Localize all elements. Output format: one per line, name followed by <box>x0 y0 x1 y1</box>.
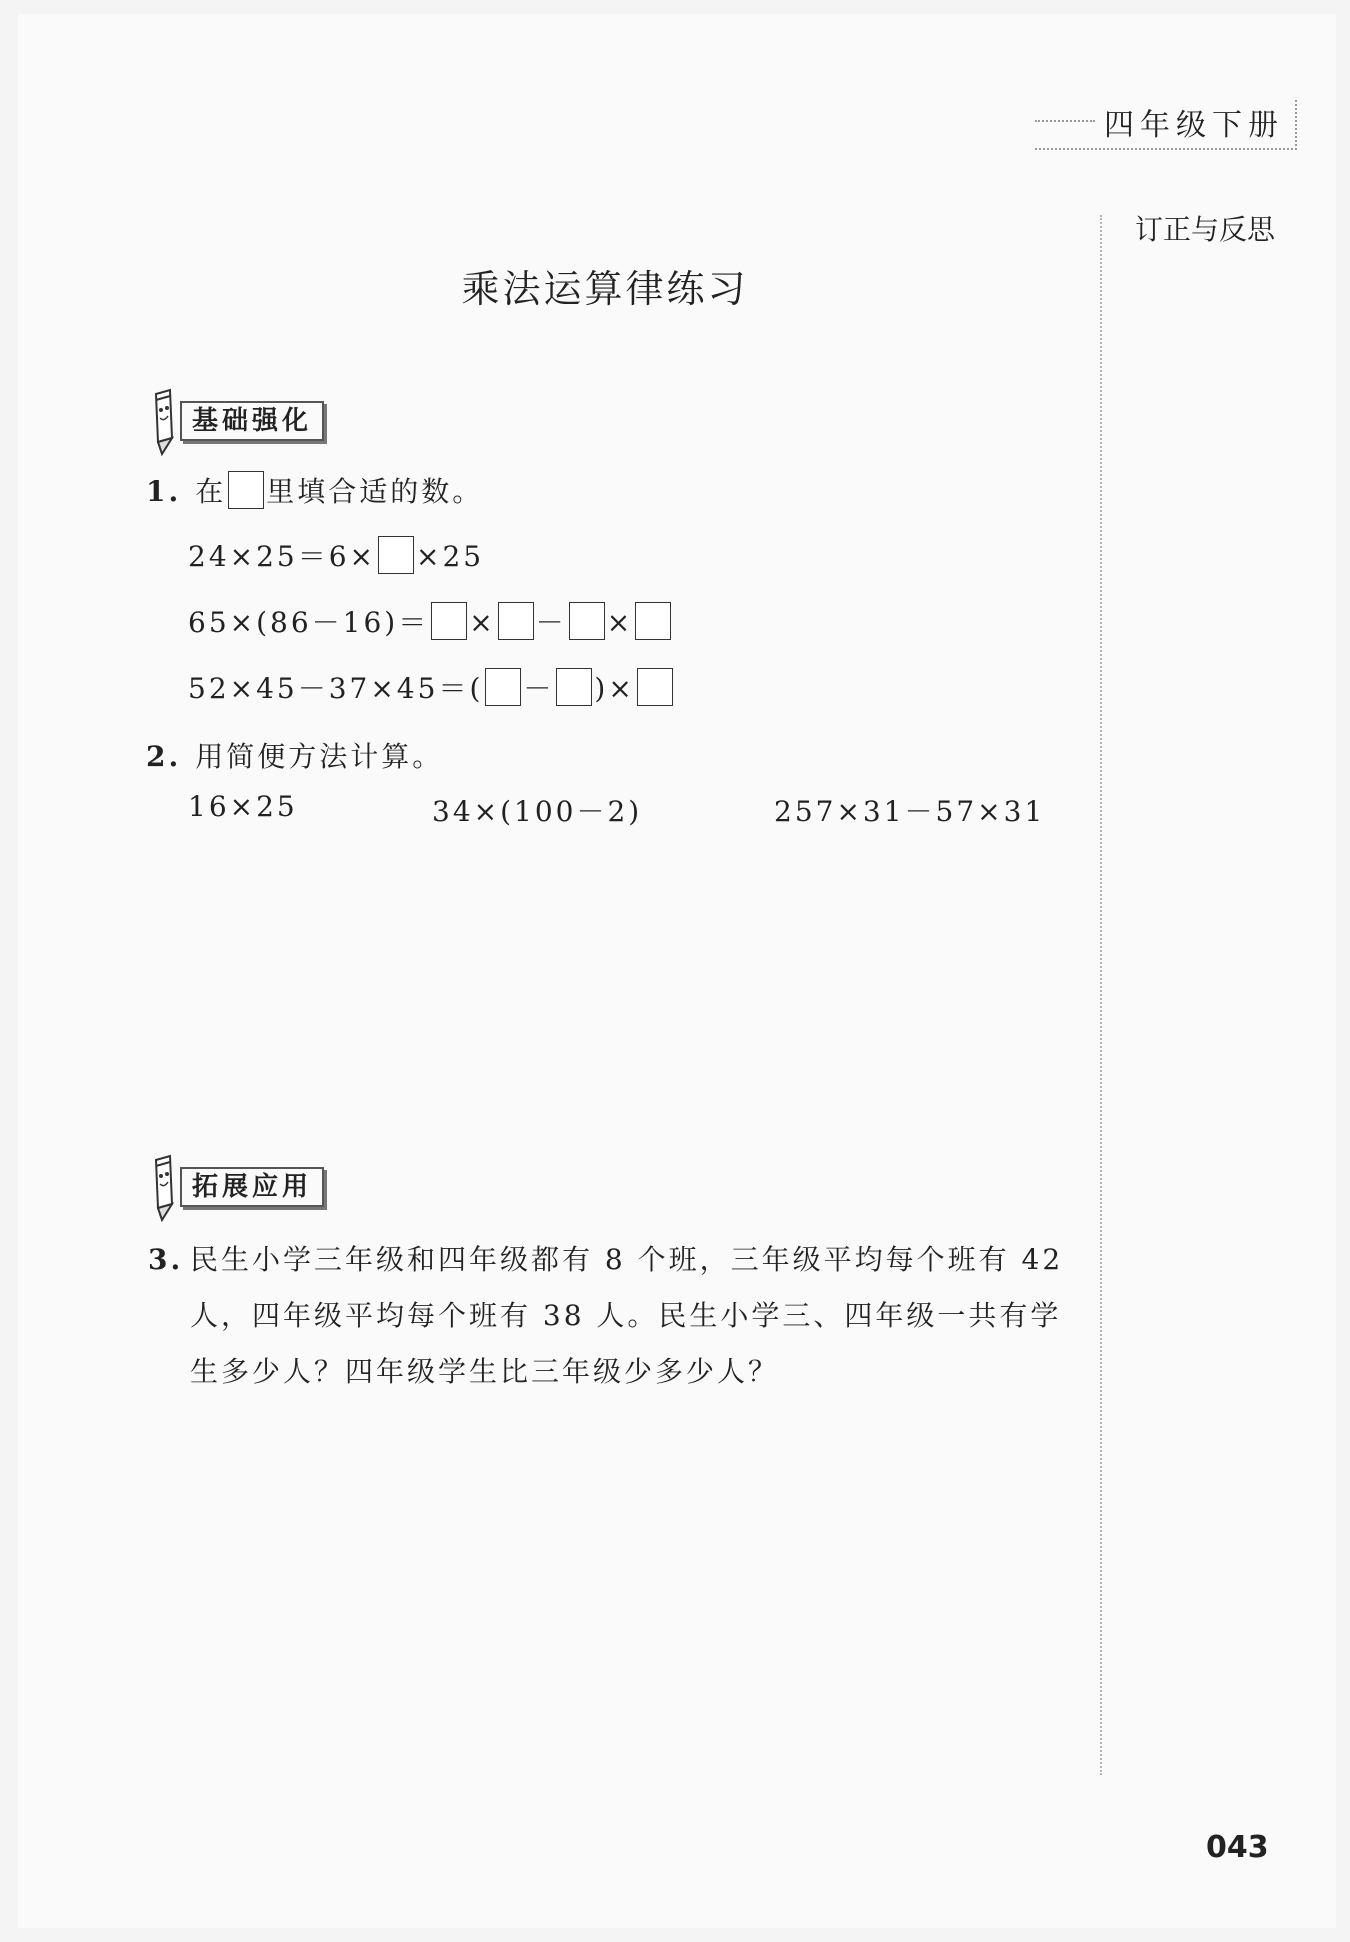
page-number: 043 <box>1206 1830 1269 1865</box>
q2-item-3: 257×31－57×31 <box>774 795 1046 828</box>
q1-prefix: 在 <box>195 475 227 508</box>
q2-text: 用简便方法计算。 <box>195 740 444 773</box>
answer-box[interactable] <box>378 536 414 574</box>
section-basic-label: 基础强化 <box>180 401 324 441</box>
eq3-minus: － <box>523 672 555 705</box>
eq3-left: 52×45－37×45＝( <box>188 672 484 705</box>
eq1-left: 24×25＝6× <box>188 540 376 573</box>
q3 <box>148 1232 1068 1400</box>
answer-box[interactable] <box>637 668 673 706</box>
q2-number: 2. <box>146 740 182 773</box>
q1-equation-1 <box>188 535 484 575</box>
q1-equation-2 <box>188 601 673 641</box>
q1-equation-3 <box>188 667 675 707</box>
q2-item-1: 16×25 <box>188 790 298 823</box>
page-title: 乘法运算律练习 <box>461 267 749 311</box>
q1-stem <box>146 470 483 510</box>
section-extend-label: 拓展应用 <box>180 1167 324 1207</box>
margin-title: 订正与反思 <box>1135 213 1276 246</box>
section-extend <box>148 1168 324 1206</box>
eq1-right: ×25 <box>416 540 485 573</box>
grade-label: 四年级下册 <box>1100 100 1288 144</box>
margin-divider <box>1100 215 1102 1775</box>
eq2-minus: － <box>535 606 567 639</box>
q3-number: 3. <box>148 1243 184 1276</box>
pencil-icon <box>148 386 178 456</box>
q2-item-2: 34×(100－2) <box>432 795 643 828</box>
answer-box[interactable] <box>498 602 534 640</box>
section-basic <box>148 402 324 440</box>
pencil-icon <box>148 1152 178 1222</box>
q2-stem <box>146 735 443 775</box>
eq2-left: 65×(86－16)＝ <box>188 606 430 639</box>
answer-box[interactable] <box>485 668 521 706</box>
answer-box[interactable] <box>635 602 671 640</box>
eq3-close: )× <box>594 672 635 705</box>
grade-dotted-line <box>1035 120 1095 122</box>
answer-box[interactable] <box>431 602 467 640</box>
q3-text: 民生小学三年级和四年级都有 8 个班，三年级平均每个班有 42 人，四年级平均每个班有 38 人。民生小学三、四年级一共有学生多少人？四年级学生比三年级少多少人？ <box>190 1243 1064 1388</box>
answer-box-sample <box>228 471 264 509</box>
q1-suffix: 里填合适的数。 <box>266 475 484 508</box>
eq2-times: × <box>469 606 496 639</box>
answer-box[interactable] <box>556 668 592 706</box>
eq2-times: × <box>606 606 634 639</box>
q1-number: 1. <box>146 475 182 508</box>
answer-box[interactable] <box>569 602 605 640</box>
